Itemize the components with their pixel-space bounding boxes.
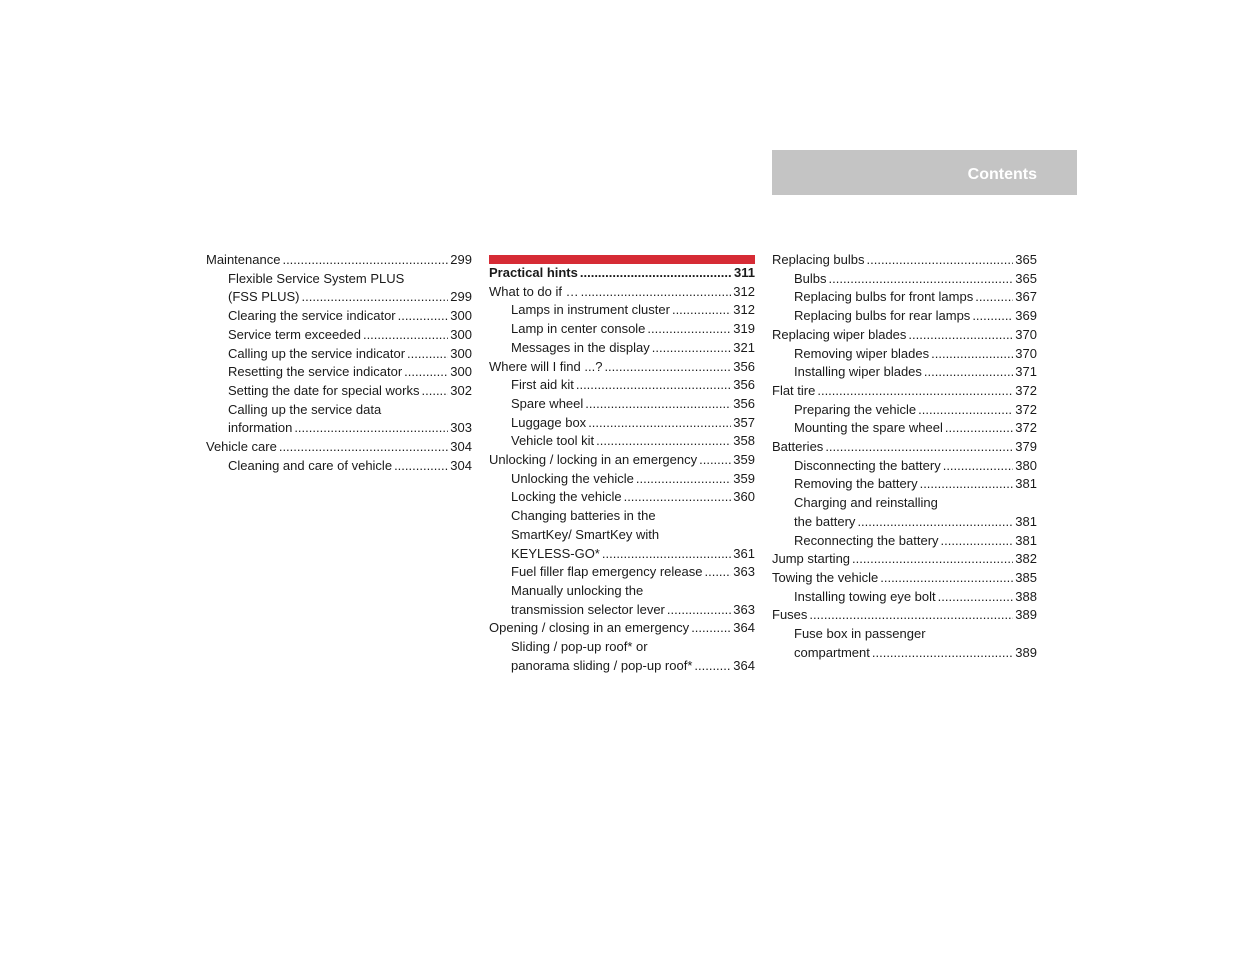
toc-entry[interactable] [772, 457, 1037, 476]
toc-entry-title: Cleaning and care of vehicle [228, 457, 393, 473]
toc-leader-dots [302, 288, 449, 307]
toc-entry[interactable] [772, 606, 1037, 625]
toc-page-number: 364 [733, 657, 755, 673]
toc-leader-dots [825, 438, 1013, 457]
toc-entry[interactable] [489, 283, 755, 302]
toc-entry-title: information [228, 420, 293, 436]
toc-entry[interactable] [489, 451, 755, 470]
toc-page-number: 299 [450, 252, 472, 267]
toc-entry[interactable] [772, 288, 1037, 307]
toc-entry-title: Where will I find ...? [489, 358, 603, 374]
toc-entry[interactable] [772, 625, 1037, 644]
toc-leader-dots [694, 657, 731, 676]
toc-entry[interactable] [206, 363, 472, 382]
toc-entry[interactable] [772, 401, 1037, 420]
toc-page-number: 358 [733, 433, 755, 449]
toc-column-2 [489, 256, 755, 675]
toc-page-number: 367 [1015, 289, 1037, 305]
toc-leader-dots [920, 475, 1014, 494]
section-title: Contents [967, 165, 1037, 183]
toc-entry-title: Vehicle care [206, 439, 277, 455]
section-header [772, 150, 1077, 195]
toc-page-number: 321 [733, 339, 755, 355]
toc-leader-dots [867, 251, 1014, 270]
toc-leader-dots [691, 619, 731, 638]
toc-entry[interactable] [206, 382, 472, 401]
toc-entry[interactable] [772, 438, 1037, 457]
toc-entry[interactable] [206, 401, 472, 420]
toc-page-number: 388 [1015, 588, 1037, 604]
toc-entry-title: Luggage box [511, 414, 587, 430]
toc-entry-title: the battery [794, 513, 856, 529]
toc-entry-title: Replacing wiper blades [772, 326, 907, 342]
toc-entry[interactable] [489, 563, 755, 582]
toc-entry[interactable] [772, 251, 1037, 270]
toc-entry-title: Jump starting [772, 551, 851, 567]
toc-entry[interactable] [489, 619, 755, 638]
toc-leader-dots [394, 457, 448, 476]
toc-page-number: 304 [450, 457, 472, 473]
toc-entry[interactable] [489, 414, 755, 433]
toc-entry[interactable] [772, 382, 1037, 401]
toc-leader-dots [704, 563, 731, 582]
toc-entry-title: Manually unlocking the [511, 582, 644, 598]
toc-leader-dots [636, 470, 731, 489]
toc-page-number: 359 [733, 470, 755, 486]
toc-entry[interactable] [206, 307, 472, 326]
toc-leader-dots [945, 419, 1013, 438]
toc-entry-title: Flat tire [772, 382, 816, 398]
toc-entry-title: Towing the vehicle [772, 569, 879, 585]
toc-section-heading[interactable] [489, 263, 755, 283]
toc-entry[interactable] [489, 470, 755, 489]
toc-leader-dots [817, 382, 1013, 401]
toc-leader-dots [581, 283, 732, 302]
toc-page-number: 370 [1015, 345, 1037, 361]
toc-page-number: 389 [1015, 607, 1037, 623]
toc-entry-title: Reconnecting the battery [794, 532, 939, 548]
toc-entry-title: Installing wiper blades [794, 364, 922, 380]
toc-page-number: 363 [733, 564, 755, 580]
toc-page-number: 372 [1015, 401, 1037, 417]
toc-entry[interactable] [772, 363, 1037, 382]
toc-page-number: 381 [1015, 532, 1037, 548]
toc-page-number: 381 [1015, 513, 1037, 529]
toc-entry[interactable] [489, 432, 755, 451]
toc-page-number: 364 [733, 620, 755, 636]
toc-leader-dots [588, 414, 731, 433]
toc-leader-dots [604, 358, 731, 377]
toc-entry[interactable] [206, 457, 472, 476]
toc-entry-title: Preparing the vehicle [794, 401, 917, 417]
toc-page-number: 380 [1015, 457, 1037, 473]
toc-entry-title: Fuses [772, 607, 808, 623]
toc-leader-dots [398, 307, 449, 326]
toc-leader-dots [647, 320, 731, 339]
toc-page-number: 370 [1015, 326, 1037, 342]
toc-entry[interactable] [206, 270, 472, 289]
toc-entry[interactable] [772, 644, 1037, 663]
toc-entry[interactable] [489, 376, 755, 395]
toc-page-number: 357 [733, 414, 755, 430]
toc-entry[interactable] [772, 532, 1037, 551]
toc-entry[interactable] [772, 419, 1037, 438]
toc-entry[interactable] [206, 419, 472, 438]
toc-entry-title: First aid kit [511, 377, 574, 393]
toc-page-number: 312 [733, 302, 755, 318]
toc-entry-title: Removing wiper blades [794, 345, 930, 361]
toc-entry-title: Locking the vehicle [511, 489, 622, 505]
toc-entry[interactable] [772, 588, 1037, 607]
toc-entry[interactable] [772, 307, 1037, 326]
toc-leader-dots [857, 513, 1013, 532]
toc-entry-title: Changing batteries in the [511, 508, 656, 524]
toc-entry[interactable] [206, 251, 472, 270]
toc-leader-dots [576, 376, 731, 395]
toc-leader-dots [363, 326, 448, 345]
toc-leader-dots [585, 395, 731, 414]
toc-entry[interactable] [772, 270, 1037, 289]
toc-entry-title: Practical hints [489, 265, 578, 280]
toc-entry-title: Replacing bulbs for rear lamps [794, 308, 971, 324]
toc-leader-dots [943, 457, 1014, 476]
toc-page-number: 300 [450, 326, 472, 342]
toc-entry-title: Spare wheel [511, 395, 584, 411]
toc-entry-title: Fuel filler flap emergency release [511, 564, 703, 580]
toc-page-number: 356 [733, 358, 755, 374]
toc-entry-title: Calling up the service indicator [228, 345, 406, 361]
toc-page-number: 300 [450, 364, 472, 380]
toc-leader-dots [282, 251, 448, 270]
toc-page-number: 369 [1015, 308, 1037, 324]
toc-entry-title: Clearing the service indicator [228, 308, 396, 324]
toc-entry-title: Opening / closing in an emergency [489, 620, 690, 636]
toc-entry-title: Disconnecting the battery [794, 457, 941, 473]
toc-page-number: 379 [1015, 439, 1037, 455]
toc-leader-dots [972, 307, 1013, 326]
toc-entry[interactable] [772, 494, 1037, 513]
toc-column-1 [206, 251, 472, 475]
toc-leader-dots [580, 264, 732, 283]
toc-leader-dots [975, 288, 1013, 307]
toc-leader-dots [908, 326, 1013, 345]
toc-entry[interactable] [489, 488, 755, 507]
toc-column-3 [772, 251, 1037, 662]
toc-entry[interactable] [206, 345, 472, 364]
toc-entry-title: compartment [794, 644, 870, 660]
toc-entry-title: Installing towing eye bolt [794, 588, 936, 604]
toc-page-number: 300 [450, 308, 472, 324]
toc-entry-title: Calling up the service data [228, 401, 382, 417]
toc-page-number: 300 [450, 345, 472, 361]
toc-page-number: 372 [1015, 420, 1037, 436]
toc-page-number: 302 [450, 382, 472, 398]
toc-leader-dots [880, 569, 1013, 588]
toc-entry-title: Bulbs [794, 270, 827, 286]
toc-page-number: 359 [733, 452, 755, 468]
toc-entry-title: Sliding / pop-up roof* or [511, 639, 648, 655]
toc-entry-title: Replacing bulbs [772, 252, 865, 267]
toc-entry[interactable] [489, 358, 755, 377]
toc-entry-title: Service term exceeded [228, 326, 361, 342]
toc-entry-title: SmartKey/ SmartKey with [511, 526, 660, 542]
toc-page-number: 381 [1015, 476, 1037, 492]
toc-entry-title: Unlocking the vehicle [511, 470, 634, 486]
toc-entry-title: (FSS PLUS) [228, 289, 300, 305]
toc-page-number: 372 [1015, 382, 1037, 398]
toc-leader-dots [294, 419, 448, 438]
toc-page-number: 389 [1015, 644, 1037, 660]
toc-entry-title: transmission selector lever [511, 601, 665, 617]
toc-page-number: 382 [1015, 551, 1037, 567]
toc-entry-title: Maintenance [206, 252, 281, 267]
toc-leader-dots [422, 382, 449, 401]
toc-entry[interactable] [489, 339, 755, 358]
toc-leader-dots [624, 488, 732, 507]
toc-page-number: 303 [450, 420, 472, 436]
toc-entry-title: Mounting the spare wheel [794, 420, 943, 436]
toc-entry-title: Unlocking / locking in an emergency [489, 452, 698, 468]
toc-page-number: 299 [450, 289, 472, 305]
toc-page-number: 385 [1015, 569, 1037, 585]
toc-leader-dots [407, 345, 448, 364]
toc-entry-title: Flexible Service System PLUS [228, 270, 405, 286]
toc-entry[interactable] [206, 438, 472, 457]
toc-entry[interactable] [489, 301, 755, 320]
toc-entry-title: Setting the date for special works [228, 382, 420, 398]
toc-entry[interactable] [489, 582, 755, 601]
toc-entry[interactable] [772, 513, 1037, 532]
toc-page-number: 311 [734, 265, 755, 280]
toc-entry[interactable] [206, 288, 472, 307]
toc-page-number: 356 [733, 395, 755, 411]
toc-leader-dots [918, 401, 1013, 420]
toc-leader-dots [809, 606, 1013, 625]
toc-entry[interactable] [772, 569, 1037, 588]
toc-entry-title: Batteries [772, 439, 824, 455]
toc-leader-dots [672, 301, 731, 320]
toc-leader-dots [872, 644, 1013, 663]
toc-entry-title: panorama sliding / pop-up roof* [511, 657, 693, 673]
toc-leader-dots [667, 601, 731, 620]
toc-leader-dots [931, 345, 1013, 364]
toc-entry[interactable] [489, 657, 755, 676]
toc-entry[interactable] [489, 395, 755, 414]
toc-page-number: 360 [733, 489, 755, 505]
toc-leader-dots [652, 339, 732, 358]
toc-entry-title: Charging and reinstalling [794, 495, 938, 511]
toc-leader-dots [602, 545, 731, 564]
toc-page-number: 365 [1015, 270, 1037, 286]
toc-entry[interactable] [489, 545, 755, 564]
toc-entry-title: Lamps in instrument cluster [511, 302, 670, 318]
toc-page-number: 304 [450, 439, 472, 455]
toc-entry[interactable] [489, 507, 755, 526]
toc-entry-title: KEYLESS-GO* [511, 545, 600, 561]
toc-entry[interactable] [206, 326, 472, 345]
toc-entry-title: Messages in the display [511, 339, 650, 355]
toc-leader-dots [279, 438, 448, 457]
toc-entry[interactable] [489, 526, 755, 545]
toc-entry-title: Fuse box in passenger [794, 626, 926, 642]
toc-entry-title: Vehicle tool kit [511, 433, 595, 449]
toc-page-number: 365 [1015, 252, 1037, 267]
toc-entry-title: Lamp in center console [511, 321, 646, 337]
toc-entry[interactable] [489, 320, 755, 339]
toc-leader-dots [852, 550, 1013, 569]
toc-entry-title: Resetting the service indicator [228, 364, 403, 380]
toc-leader-dots [924, 363, 1013, 382]
toc-entry[interactable] [772, 550, 1037, 569]
toc-entry-title: Replacing bulbs for front lamps [794, 289, 974, 305]
toc-page-number: 361 [733, 545, 755, 561]
toc-page-number: 371 [1015, 364, 1037, 380]
toc-leader-dots [829, 270, 1014, 289]
toc-page-number: 356 [733, 377, 755, 393]
toc-leader-dots [941, 532, 1014, 551]
toc-leader-dots [404, 363, 448, 382]
toc-entry[interactable] [772, 475, 1037, 494]
toc-page-number: 312 [733, 283, 755, 299]
toc-entry-title: What to do if … [489, 283, 579, 299]
toc-page-number: 363 [733, 601, 755, 617]
toc-entry[interactable] [772, 326, 1037, 345]
toc-entry-title: Removing the battery [794, 476, 918, 492]
toc-leader-dots [699, 451, 731, 470]
toc-entry[interactable] [489, 601, 755, 620]
toc-entry[interactable] [772, 345, 1037, 364]
toc-leader-dots [938, 588, 1014, 607]
toc-entry[interactable] [489, 638, 755, 657]
toc-leader-dots [596, 432, 731, 451]
toc-page-number: 319 [733, 321, 755, 337]
